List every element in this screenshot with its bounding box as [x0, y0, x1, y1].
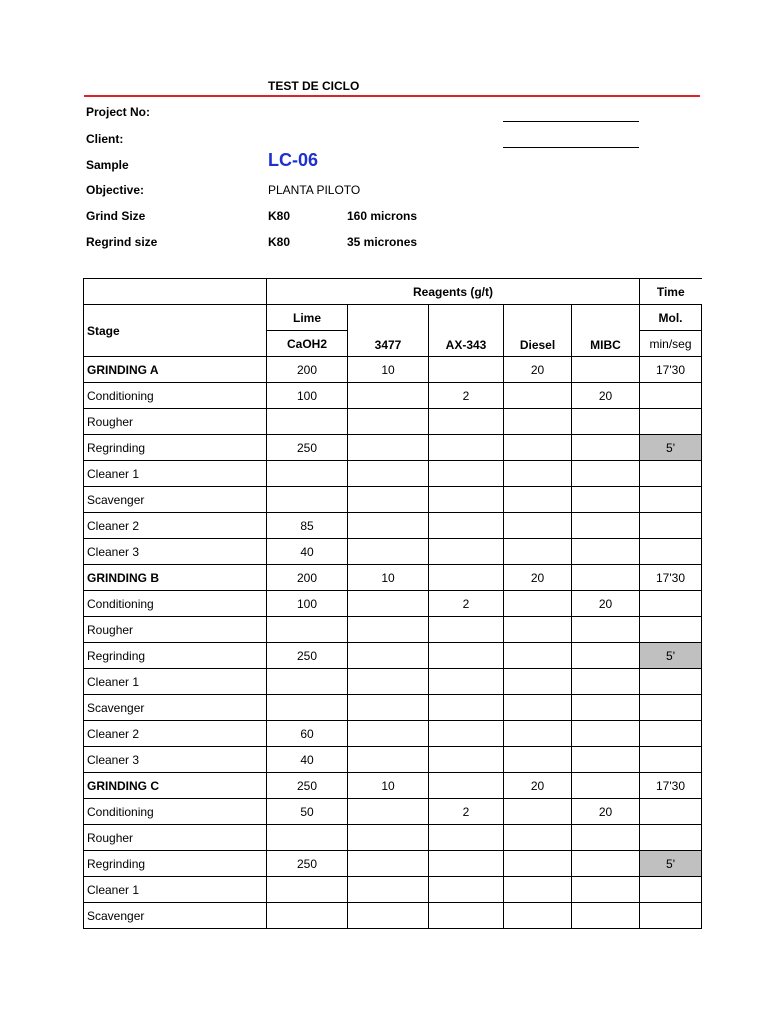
diesel-cell — [504, 669, 572, 695]
mol-header: Mol. — [640, 305, 702, 331]
time-cell — [640, 513, 702, 539]
ax343-cell — [429, 669, 504, 695]
table-row — [84, 435, 702, 461]
ax343-cell — [429, 721, 504, 747]
3477-cell: 10 — [348, 773, 429, 799]
ax343-cell — [429, 851, 504, 877]
3477-cell — [348, 539, 429, 565]
ax343-cell — [429, 903, 504, 929]
time-cell — [640, 617, 702, 643]
diesel-cell: 20 — [504, 565, 572, 591]
diesel-cell — [504, 877, 572, 903]
table-row — [84, 539, 702, 565]
ax343-cell — [429, 435, 504, 461]
mibc-cell — [572, 903, 640, 929]
3477-cell — [348, 747, 429, 773]
mibc-cell — [572, 513, 640, 539]
caoh2-cell: 100 — [267, 591, 348, 617]
stage-cell: Scavenger — [84, 903, 267, 929]
diesel-cell — [504, 903, 572, 929]
3477-cell — [348, 669, 429, 695]
time-cell — [640, 721, 702, 747]
ax343-cell — [429, 747, 504, 773]
regrind-value: 35 micrones — [347, 235, 418, 249]
stage-cell: Cleaner 1 — [84, 669, 267, 695]
3477-cell — [348, 903, 429, 929]
time-header: Time — [640, 279, 702, 305]
3477-cell — [348, 461, 429, 487]
stage-header: Stage — [84, 305, 267, 357]
mibc-cell — [572, 617, 640, 643]
time-cell: 17'30 — [640, 565, 702, 591]
table-row — [84, 591, 702, 617]
caoh2-cell: 250 — [267, 773, 348, 799]
diesel-cell — [504, 435, 572, 461]
mibc-cell — [572, 435, 640, 461]
table-row — [84, 617, 702, 643]
stage-cell: Conditioning — [84, 799, 267, 825]
time-cell — [640, 383, 702, 409]
ax343-cell — [429, 565, 504, 591]
time-cell: 5' — [640, 851, 702, 877]
diesel-cell — [504, 409, 572, 435]
time-cell — [640, 903, 702, 929]
diesel-cell — [504, 539, 572, 565]
mibc-cell — [572, 877, 640, 903]
mibc-cell: 20 — [572, 799, 640, 825]
diesel-cell — [504, 487, 572, 513]
table-row — [84, 825, 702, 851]
mibc-cell — [572, 747, 640, 773]
mibc-cell — [572, 565, 640, 591]
time-cell — [640, 877, 702, 903]
reagents-header: Reagents (g/t) — [267, 279, 640, 305]
col-3477-header: 3477 — [348, 305, 429, 357]
table-row — [84, 669, 702, 695]
time-cell — [640, 487, 702, 513]
diesel-cell: 20 — [504, 357, 572, 383]
time-cell — [640, 825, 702, 851]
caoh2-cell: 250 — [267, 851, 348, 877]
time-cell: 5' — [640, 643, 702, 669]
objective-value: PLANTA PILOTO — [268, 183, 361, 197]
stage-cell: Cleaner 1 — [84, 461, 267, 487]
3477-cell — [348, 851, 429, 877]
stage-cell: Cleaner 3 — [84, 747, 267, 773]
mibc-cell — [572, 851, 640, 877]
caoh2-cell — [267, 409, 348, 435]
diesel-cell — [504, 851, 572, 877]
ax343-cell — [429, 409, 504, 435]
ax343-cell — [429, 695, 504, 721]
mibc-cell — [572, 773, 640, 799]
stage-cell: GRINDING B — [84, 565, 267, 591]
stage-cell: Scavenger — [84, 487, 267, 513]
ax343-cell — [429, 539, 504, 565]
sheet-title: TEST DE CICLO — [268, 79, 360, 93]
diesel-cell — [504, 643, 572, 669]
3477-cell — [348, 617, 429, 643]
caoh2-cell: 85 — [267, 513, 348, 539]
time-cell — [640, 409, 702, 435]
mibc-cell — [572, 357, 640, 383]
caoh2-cell: 50 — [267, 799, 348, 825]
diesel-cell — [504, 383, 572, 409]
mibc-cell: 20 — [572, 591, 640, 617]
table-row — [84, 383, 702, 409]
sample-label: Sample — [86, 158, 129, 172]
stage-cell: GRINDING A — [84, 357, 267, 383]
ax343-cell — [429, 773, 504, 799]
ax343-cell — [429, 643, 504, 669]
table-row — [84, 773, 702, 799]
table-row — [84, 487, 702, 513]
3477-cell: 10 — [348, 357, 429, 383]
3477-cell — [348, 383, 429, 409]
mibc-cell — [572, 539, 640, 565]
mibc-cell — [572, 669, 640, 695]
stage-cell: Rougher — [84, 409, 267, 435]
3477-cell — [348, 591, 429, 617]
diesel-cell — [504, 799, 572, 825]
ax343-cell — [429, 877, 504, 903]
stage-cell: Conditioning — [84, 383, 267, 409]
stage-cell: Scavenger — [84, 695, 267, 721]
mibc-cell — [572, 409, 640, 435]
time-cell — [640, 539, 702, 565]
table-row — [84, 565, 702, 591]
diesel-cell — [504, 513, 572, 539]
time-cell: 17'30 — [640, 773, 702, 799]
3477-cell — [348, 695, 429, 721]
mibc-cell — [572, 643, 640, 669]
diesel-cell — [504, 617, 572, 643]
caoh2-cell — [267, 825, 348, 851]
mibc-cell — [572, 487, 640, 513]
project-label: Project No: — [86, 105, 151, 119]
ax343-cell — [429, 461, 504, 487]
time-cell: 5' — [640, 435, 702, 461]
stage-cell: Regrinding — [84, 435, 267, 461]
col-mibc-header: MIBC — [572, 305, 640, 357]
stage-cell: Regrinding — [84, 643, 267, 669]
table-row — [84, 799, 702, 825]
col-ax343-header: AX-343 — [429, 305, 504, 357]
caoh2-cell: 60 — [267, 721, 348, 747]
table-row — [84, 357, 702, 383]
caoh2-cell — [267, 903, 348, 929]
caoh2-cell — [267, 669, 348, 695]
3477-cell — [348, 487, 429, 513]
grind-label: Grind Size — [86, 209, 146, 223]
caoh2-cell — [267, 617, 348, 643]
diesel-cell — [504, 721, 572, 747]
stage-cell: GRINDING C — [84, 773, 267, 799]
caoh2-cell: 100 — [267, 383, 348, 409]
ax343-cell — [429, 617, 504, 643]
ax343-cell — [429, 825, 504, 851]
client-underline — [503, 147, 639, 148]
sample-value: LC-06 — [268, 150, 319, 170]
ax343-cell: 2 — [429, 591, 504, 617]
diesel-cell — [504, 825, 572, 851]
stage-cell: Rougher — [84, 617, 267, 643]
regrind-k80: K80 — [268, 235, 291, 249]
caoh2-cell — [267, 877, 348, 903]
3477-cell: 10 — [348, 565, 429, 591]
table-row — [84, 721, 702, 747]
time-cell — [640, 747, 702, 773]
table-row — [84, 695, 702, 721]
table-row — [84, 513, 702, 539]
diesel-cell — [504, 461, 572, 487]
col-diesel-header: Diesel — [504, 305, 572, 357]
table-row — [84, 851, 702, 877]
time-cell — [640, 799, 702, 825]
mibc-cell — [572, 825, 640, 851]
stage-cell: Rougher — [84, 825, 267, 851]
time-cell — [640, 461, 702, 487]
caoh2-cell: 250 — [267, 435, 348, 461]
table-row — [84, 747, 702, 773]
3477-cell — [348, 825, 429, 851]
stage-cell: Cleaner 3 — [84, 539, 267, 565]
ax343-cell — [429, 513, 504, 539]
table-row — [84, 643, 702, 669]
diesel-cell — [504, 747, 572, 773]
project-underline — [503, 121, 639, 122]
caoh2-cell: 250 — [267, 643, 348, 669]
caoh2-cell: 40 — [267, 539, 348, 565]
caoh2-cell — [267, 487, 348, 513]
reagent-table — [83, 278, 702, 929]
lime-header: Lime — [267, 305, 348, 331]
caoh2-cell — [267, 695, 348, 721]
3477-cell — [348, 513, 429, 539]
3477-cell — [348, 643, 429, 669]
ax343-cell — [429, 357, 504, 383]
grind-k80: K80 — [268, 209, 291, 223]
objective-label: Objective: — [86, 183, 145, 197]
diesel-cell — [504, 695, 572, 721]
grind-value: 160 microns — [347, 209, 418, 223]
stage-cell: Regrinding — [84, 851, 267, 877]
mibc-cell — [572, 721, 640, 747]
stage-cell: Conditioning — [84, 591, 267, 617]
col-caoh2-header: CaOH2 — [267, 331, 348, 357]
3477-cell — [348, 409, 429, 435]
3477-cell — [348, 435, 429, 461]
time-cell: 17'30 — [640, 357, 702, 383]
header-blank-cell — [84, 279, 267, 305]
caoh2-cell: 200 — [267, 357, 348, 383]
ax343-cell — [429, 487, 504, 513]
time-cell — [640, 695, 702, 721]
ax343-cell: 2 — [429, 799, 504, 825]
stage-cell: Cleaner 2 — [84, 721, 267, 747]
title-rule — [84, 95, 700, 97]
time-cell — [640, 591, 702, 617]
regrind-label: Regrind size — [86, 235, 158, 249]
table-row — [84, 409, 702, 435]
stage-cell: Cleaner 1 — [84, 877, 267, 903]
3477-cell — [348, 721, 429, 747]
client-label: Client: — [86, 132, 124, 146]
ax343-cell: 2 — [429, 383, 504, 409]
time-unit-header: min/seg — [640, 331, 702, 357]
3477-cell — [348, 877, 429, 903]
mibc-cell — [572, 695, 640, 721]
mibc-cell: 20 — [572, 383, 640, 409]
diesel-cell — [504, 591, 572, 617]
3477-cell — [348, 799, 429, 825]
time-cell — [640, 669, 702, 695]
table-row — [84, 877, 702, 903]
mibc-cell — [572, 461, 640, 487]
caoh2-cell — [267, 461, 348, 487]
caoh2-cell: 40 — [267, 747, 348, 773]
stage-cell: Cleaner 2 — [84, 513, 267, 539]
table-row — [84, 461, 702, 487]
caoh2-cell: 200 — [267, 565, 348, 591]
table-row — [84, 903, 702, 929]
diesel-cell: 20 — [504, 773, 572, 799]
